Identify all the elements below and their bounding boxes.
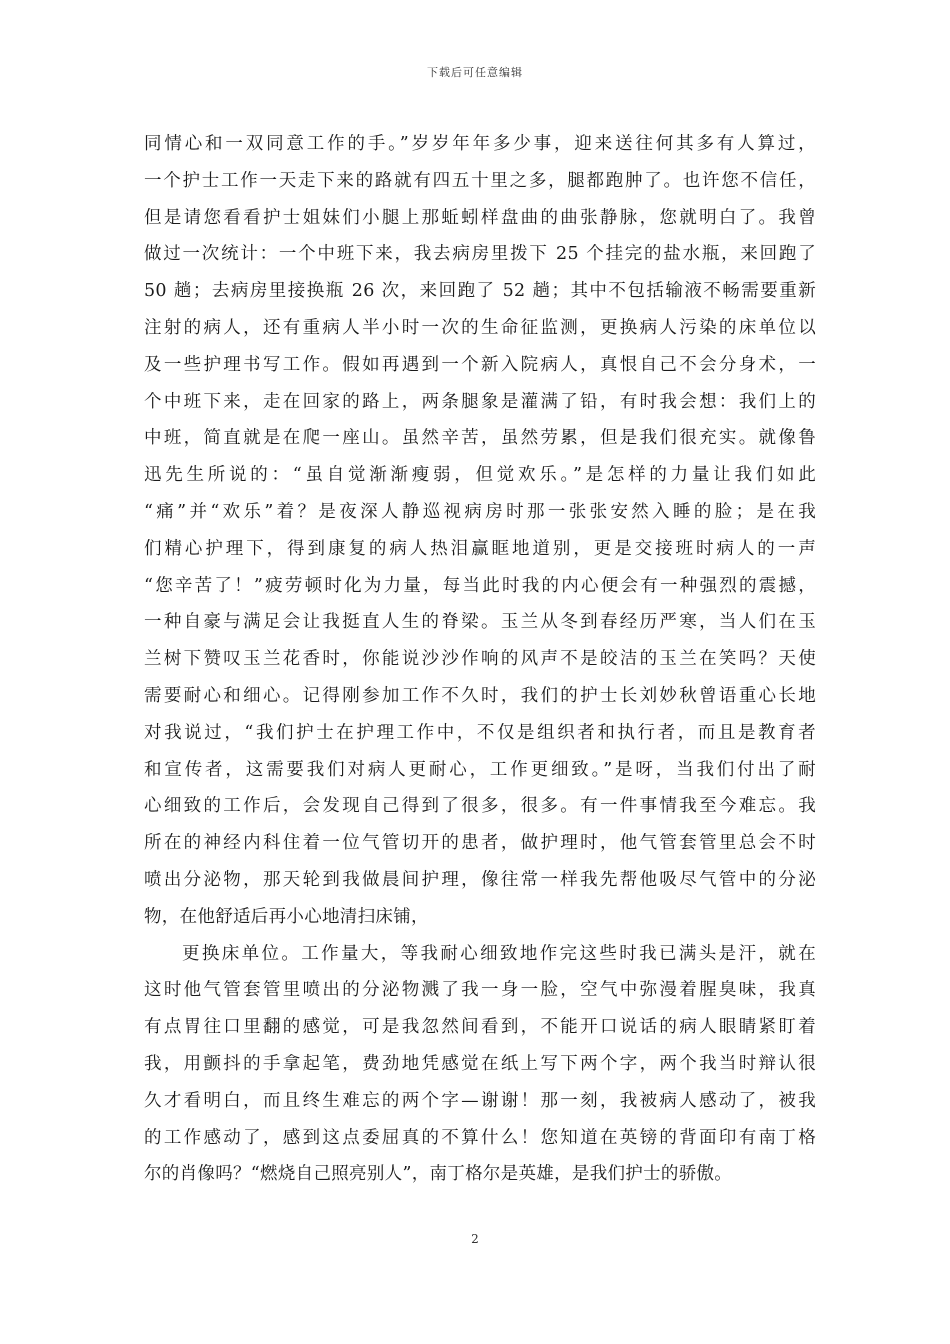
text-line: 和宣传者，这需要我们对病人更耐心，工作更细致。”是呀，当我们付出了耐 (144, 759, 816, 780)
text-line: 一个护士工作一天走下来的路就有四五十里之多，腿都跑肿了。也许您不信任， (144, 170, 816, 191)
text-line: 久才看明白，而且终生难忘的两个字—谢谢！那一刻，我被病人感动了，被我 (144, 1090, 816, 1111)
text-line: “痛”并“欢乐”着？是夜深人静巡视病房时那一张张安然入睡的脸；是在我 (144, 501, 816, 522)
text-line: 所在的神经内科住着一位气管切开的患者，做护理时，他气管套管里总会不时 (144, 833, 816, 854)
text-line: 但是请您看看护士姐妹们小腿上那蚯蚓样盘曲的曲张静脉，您就明白了。我曾 (144, 207, 816, 228)
text-line: 需要耐心和细心。记得刚参加工作不久时，我们的护士长刘妙秋曾语重心长地 (144, 685, 816, 706)
text-line: 一种自豪与满足会让我挺直人生的脊梁。玉兰从冬到春经历严寒，当人们在玉 (144, 612, 816, 633)
text-line: 个中班下来，走在回家的路上，两条腿象是灌满了铅，有时我会想：我们上的 (144, 391, 816, 412)
text-line: “您辛苦了！”疲劳顿时化为力量，每当此时我的内心便会有一种强烈的震撼， (144, 575, 816, 596)
paragraph-first-line: 更换床单位。工作量大，等我耐心细致地作完这些时我已满头是汗，就在 (182, 943, 816, 964)
text-line: 的工作感动了，感到这点委屈真的不算什么！您知道在英镑的背面印有南丁格 (144, 1127, 816, 1148)
page-header: 下载后可任意编辑 (427, 66, 523, 79)
text-line: 们精心护理下，得到康复的病人热泪赢眶地道别，更是交接班时病人的一声 (144, 538, 816, 559)
text-line: 尔的肖像吗？“燃烧自己照亮别人”，南丁格尔是英雄，是我们护士的骄傲。 (144, 1164, 733, 1185)
text-line: 对我说过，“我们护士在护理工作中，不仅是组织者和执行者，而且是教育者 (144, 722, 816, 743)
text-line: 这时他气管套管里喷出的分泌物溅了我一身一脸，空气中弥漫着腥臭味，我真 (144, 980, 816, 1001)
text-line: 喷出分泌物，那天轮到我做晨间护理，像往常一样我先帮他吸尽气管中的分泌 (144, 869, 816, 890)
body-text (144, 126, 816, 1193)
text-line: 兰树下赞叹玉兰花香时，你能说沙沙作响的风声不是皎洁的玉兰在笑吗？天使 (144, 649, 816, 670)
text-line: 我，用颤抖的手拿起笔，费劲地凭感觉在纸上写下两个字，两个我当时辩认很 (144, 1053, 816, 1074)
page-number: 2 (471, 1232, 479, 1246)
text-line: 同情心和一双同意工作的手。”岁岁年年多少事，迎来送往何其多有人算过， (144, 134, 816, 154)
text-line: 迅先生所说的：“虽自觉渐渐瘦弱，但觉欢乐。”是怎样的力量让我们如此 (144, 465, 816, 486)
text-line: 注射的病人，还有重病人半小时一次的生命征监测，更换病人污染的床单位以 (144, 317, 816, 338)
text-line: 心细致的工作后，会发现自己得到了很多，很多。有一件事情我至今难忘。我 (144, 796, 816, 817)
text-line: 做过一次统计：一个中班下来，我去病房里拨下 25 个挂完的盐水瓶，来回跑了 (144, 244, 816, 265)
text-line: 物，在他舒适后再小心地清扫床铺， (144, 906, 429, 927)
text-line: 50 趟；去病房里接换瓶 26 次，来回跑了 52 趟；其中不包括输液不畅需要重新 (144, 281, 816, 302)
text-line: 中班，简直就是在爬一座山。虽然辛苦，虽然劳累，但是我们很充实。就像鲁 (144, 428, 816, 449)
text-line: 有点胃往口里翻的感觉，可是我忽然间看到，不能开口说话的病人眼睛紧盯着 (144, 1017, 816, 1038)
text-line: 及一些护理书写工作。假如再遇到一个新入院病人，真恨自己不会分身术，一 (144, 354, 816, 375)
